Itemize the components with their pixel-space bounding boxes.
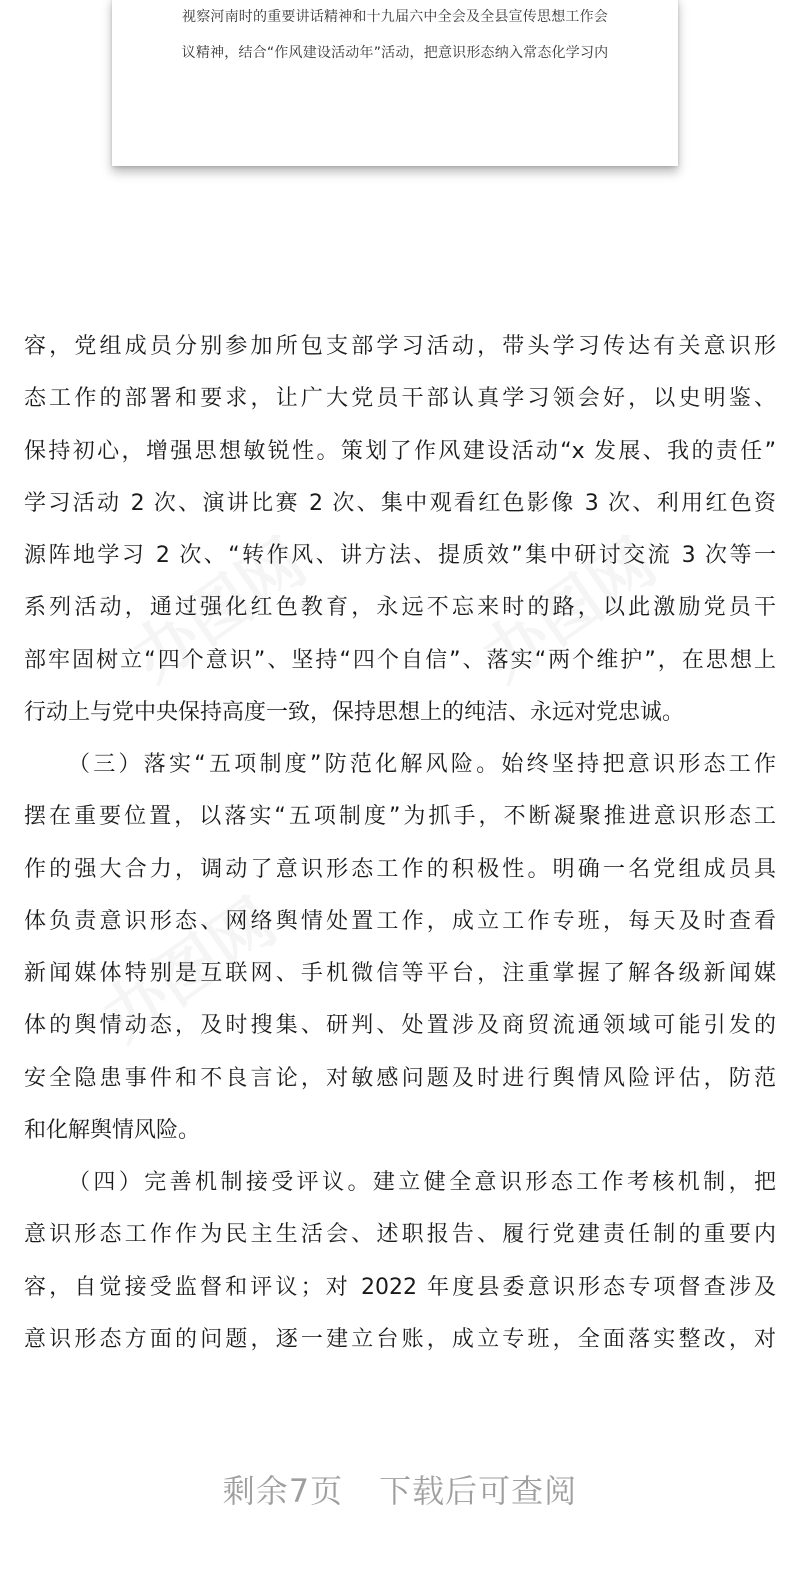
document-line: 摆在重要位置，以落实“五项制度”为抓手，不断凝聚推进意识形态工 (24, 804, 776, 830)
document-line: （三）落实“五项制度”防范化解风险。始终坚持把意识形态工作 (68, 752, 776, 777)
document-line: 态工作的部署和要求，让广大党员干部认真学习领会好，以史明鉴、 (24, 386, 776, 412)
download-hint-label: 下载后可查阅 (379, 1472, 578, 1510)
document-body (24, 321, 776, 1366)
document-line: 容，自觉接受监督和评议；对 2022 年度县委意识形态专项督查涉及 (24, 1274, 776, 1300)
watermark: 办图网 (89, 885, 290, 1057)
preview-card-line: 议精神，结合“作风建设活动年”活动，把意识形态纳入常态化学习内 (181, 45, 609, 61)
document-line: 系列活动，通过强化红色教育，永远不忘来时的路，以此激励党员干 (24, 595, 776, 621)
preview-card-line: 视察河南时的重要讲话精神和十九届六中全会及全县宣传思想工作会 (182, 9, 608, 25)
document-line: 意识形态工作作为民主生活会、述职报告、履行党建责任制的重要内 (24, 1222, 776, 1248)
document-line: 保持初心，增强思想敏锐性。策划了作风建设活动“x 发展、我的责任” (24, 438, 776, 464)
document-line: 和化解舆情风险。 (24, 1117, 201, 1143)
download-prompt[interactable] (0, 1466, 800, 1512)
document-line: 行动上与党中央保持高度一致，保持思想上的纯洁、永远对党忠诚。 (24, 699, 685, 725)
document-line: 容，党组成员分别参加所包支部学习活动，带头学习传达有关意识形 (24, 334, 776, 359)
remaining-pages-label: 剩余7页 (222, 1472, 344, 1510)
document-line: 源阵地学习 2 次、“转作风、讲方法、提质效”集中研讨交流 3 次等一 (24, 543, 776, 568)
watermark: 办图网 (469, 525, 670, 697)
document-line: 部牢固树立“四个意识”、坚持“四个自信”、落实“两个维护”，在思想上 (24, 647, 776, 673)
document-line: 体负责意识形态、网络舆情处置工作，成立工作专班，每天及时查看 (24, 908, 776, 934)
watermark: 办图网 (119, 525, 320, 697)
document-line: 作的强大合力，调动了意识形态工作的积极性。明确一名党组成员具 (24, 856, 776, 882)
document-line: 学习活动 2 次、演讲比赛 2 次、集中观看红色影像 3 次、利用红色资 (24, 490, 776, 516)
document-line: 体的舆情动态，及时搜集、研判、处置涉及商贸流通领域可能引发的 (24, 1013, 776, 1039)
document-line: 安全隐患事件和不良言论，对敏感问题及时进行舆情风险评估，防范 (24, 1065, 776, 1091)
document-line: 新闻媒体特别是互联网、手机微信等平台，注重掌握了解各级新闻媒 (24, 961, 776, 986)
preview-card (112, 0, 678, 166)
document-line: （四）完善机制接受评议。建立健全意识形态工作考核机制，把 (68, 1170, 776, 1195)
document-line: 意识形态方面的问题，逐一建立台账，成立专班，全面落实整改，对 (24, 1326, 776, 1352)
